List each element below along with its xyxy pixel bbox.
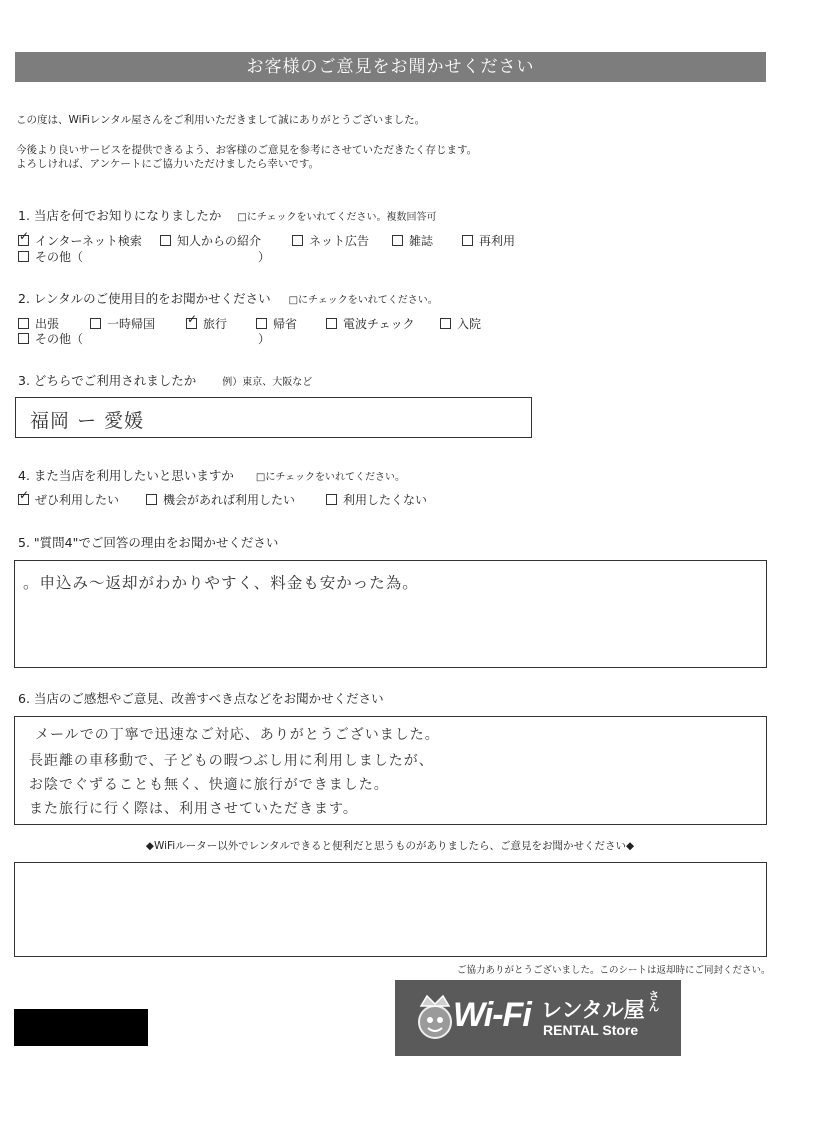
footer-thanks: ご協力ありがとうございました。このシートは返却時にご同封ください。 — [457, 965, 771, 976]
checkbox[interactable] — [392, 235, 403, 246]
logo-wifi-text: Wi-Fi — [453, 996, 531, 1034]
q1-other-close: ） — [258, 250, 271, 264]
q2-option-travel[interactable]: ✓ 旅行 — [187, 312, 228, 331]
check-mark-icon: ✓ — [19, 229, 30, 243]
q2-option-hospital[interactable]: 入院 — [440, 315, 481, 332]
q4-note: □にチェックをいれてください。 — [255, 472, 406, 483]
q3-handwritten-answer: 福岡 ー 愛媛 — [30, 410, 145, 432]
checkbox[interactable] — [18, 318, 29, 329]
q2-option-signal-check[interactable]: 電波チェック — [326, 315, 415, 332]
form-title-bar — [15, 52, 766, 82]
q3-title: 3. どちらでご利用されましたか 例）東京、大阪など — [18, 373, 313, 388]
q5-handwritten-answer: 。申込み～返却がわかりやすく、料金も安かった為。 — [23, 574, 419, 592]
q7-answer-box[interactable] — [14, 862, 767, 957]
checkbox-checked[interactable] — [18, 488, 30, 505]
q2-option-business[interactable]: 出張 — [18, 315, 59, 332]
q1-option-net-ad[interactable]: ネット広告 — [292, 232, 369, 249]
q1-option-magazine[interactable]: 雑誌 — [392, 232, 433, 249]
q6-answer-line-1: メールでの丁寧で迅速なご対応、ありがとうございました。 — [35, 727, 440, 743]
intro-line-2: 今後より良いサービスを提供できるよう、お客様のご意見を参考にさせていただきたく存じます。 — [16, 144, 478, 156]
q5-answer-box[interactable] — [14, 560, 767, 668]
checkbox[interactable] — [18, 333, 29, 344]
checkbox[interactable] — [326, 318, 337, 329]
q1-option-referral[interactable]: 知人からの紹介 — [160, 232, 261, 249]
intro-line-1: この度は、WiFiレンタル屋さんをご利用いただきまして誠にありがとうございました。 — [16, 114, 426, 126]
q2-title: 2. レンタルのご使用目的をお聞かせください □にチェックをいれてください。 — [18, 291, 438, 306]
q6-answer-line-2: 長距離の車移動で、子どもの暇つぶし用に利用しましたが、 — [29, 753, 434, 769]
q2-option-other[interactable]: その他（ — [18, 330, 83, 347]
checkbox[interactable] — [160, 235, 171, 246]
check-mark-icon: ✓ — [19, 488, 30, 502]
q1-option-other[interactable]: その他（ — [18, 248, 83, 265]
checkbox[interactable] — [256, 318, 267, 329]
q4-option-no[interactable]: 利用したくない — [326, 491, 427, 508]
q2-option-temporary-return[interactable]: 一時帰国 — [90, 315, 155, 332]
q3-answer-box[interactable] — [15, 397, 532, 438]
checkbox[interactable] — [90, 318, 101, 329]
checkbox[interactable] — [326, 494, 337, 505]
redacted-block — [14, 1009, 148, 1046]
q6-title: 6. 当店のご感想やご意見、改善すべき点などをお聞かせください — [18, 691, 384, 706]
logo-jp-text: レンタル屋 — [541, 998, 645, 1022]
checkbox-checked[interactable] — [18, 229, 30, 246]
logo-san-text: さん — [647, 990, 660, 1012]
checkbox[interactable] — [462, 235, 473, 246]
q3-note: 例）東京、大阪など — [222, 377, 313, 388]
q1-title: 1. 当店を何でお知りになりましたか □にチェックをいれてください。複数回答可 — [18, 208, 437, 223]
q1-option-reuse[interactable]: 再利用 — [462, 232, 515, 249]
checkbox[interactable] — [18, 251, 29, 262]
q5-title: 5. "質問4"でご回答の理由をお聞かせください — [18, 535, 279, 550]
intro-line-3: よろしければ、アンケートにご協力いただけましたら幸いです。 — [16, 158, 320, 170]
q2-note: □にチェックをいれてください。 — [288, 295, 438, 306]
check-mark-icon: ✓ — [187, 312, 198, 326]
q2-option-homecoming[interactable]: 帰省 — [256, 315, 297, 332]
q7-title: ◆WiFiルーター以外でレンタルできると便利だと思うものがありましたら、ご意見をお聞かせください◆ — [145, 840, 635, 852]
q6-answer-line-4: また旅行に行く際は、利用させていただきます。 — [29, 801, 358, 817]
logo-en-text: RENTAL Store — [543, 1022, 639, 1038]
q6-answer-box[interactable] — [14, 716, 767, 825]
checkbox-checked[interactable] — [186, 312, 198, 329]
checkbox[interactable] — [440, 318, 451, 329]
q4-title: 4. また当店を利用したいと思いますか □にチェックをいれてください。 — [18, 468, 406, 483]
q1-note: □にチェックをいれてください。複数回答可 — [237, 212, 437, 223]
checkbox[interactable] — [292, 235, 303, 246]
form-title: お客様のご意見をお聞かせください — [246, 57, 535, 77]
q1-option-internet[interactable]: ✓ インターネット検索 — [19, 229, 142, 248]
q4-option-definitely[interactable]: ✓ ぜひ利用したい — [19, 488, 120, 507]
q2-other-close: ） — [258, 332, 271, 346]
checkbox[interactable] — [146, 494, 157, 505]
store-logo — [395, 980, 681, 1056]
q4-option-if-chance[interactable]: 機会があれば利用したい — [146, 491, 295, 508]
q6-answer-line-3: お陰でぐずることも無く、快適に旅行ができました。 — [29, 777, 389, 793]
